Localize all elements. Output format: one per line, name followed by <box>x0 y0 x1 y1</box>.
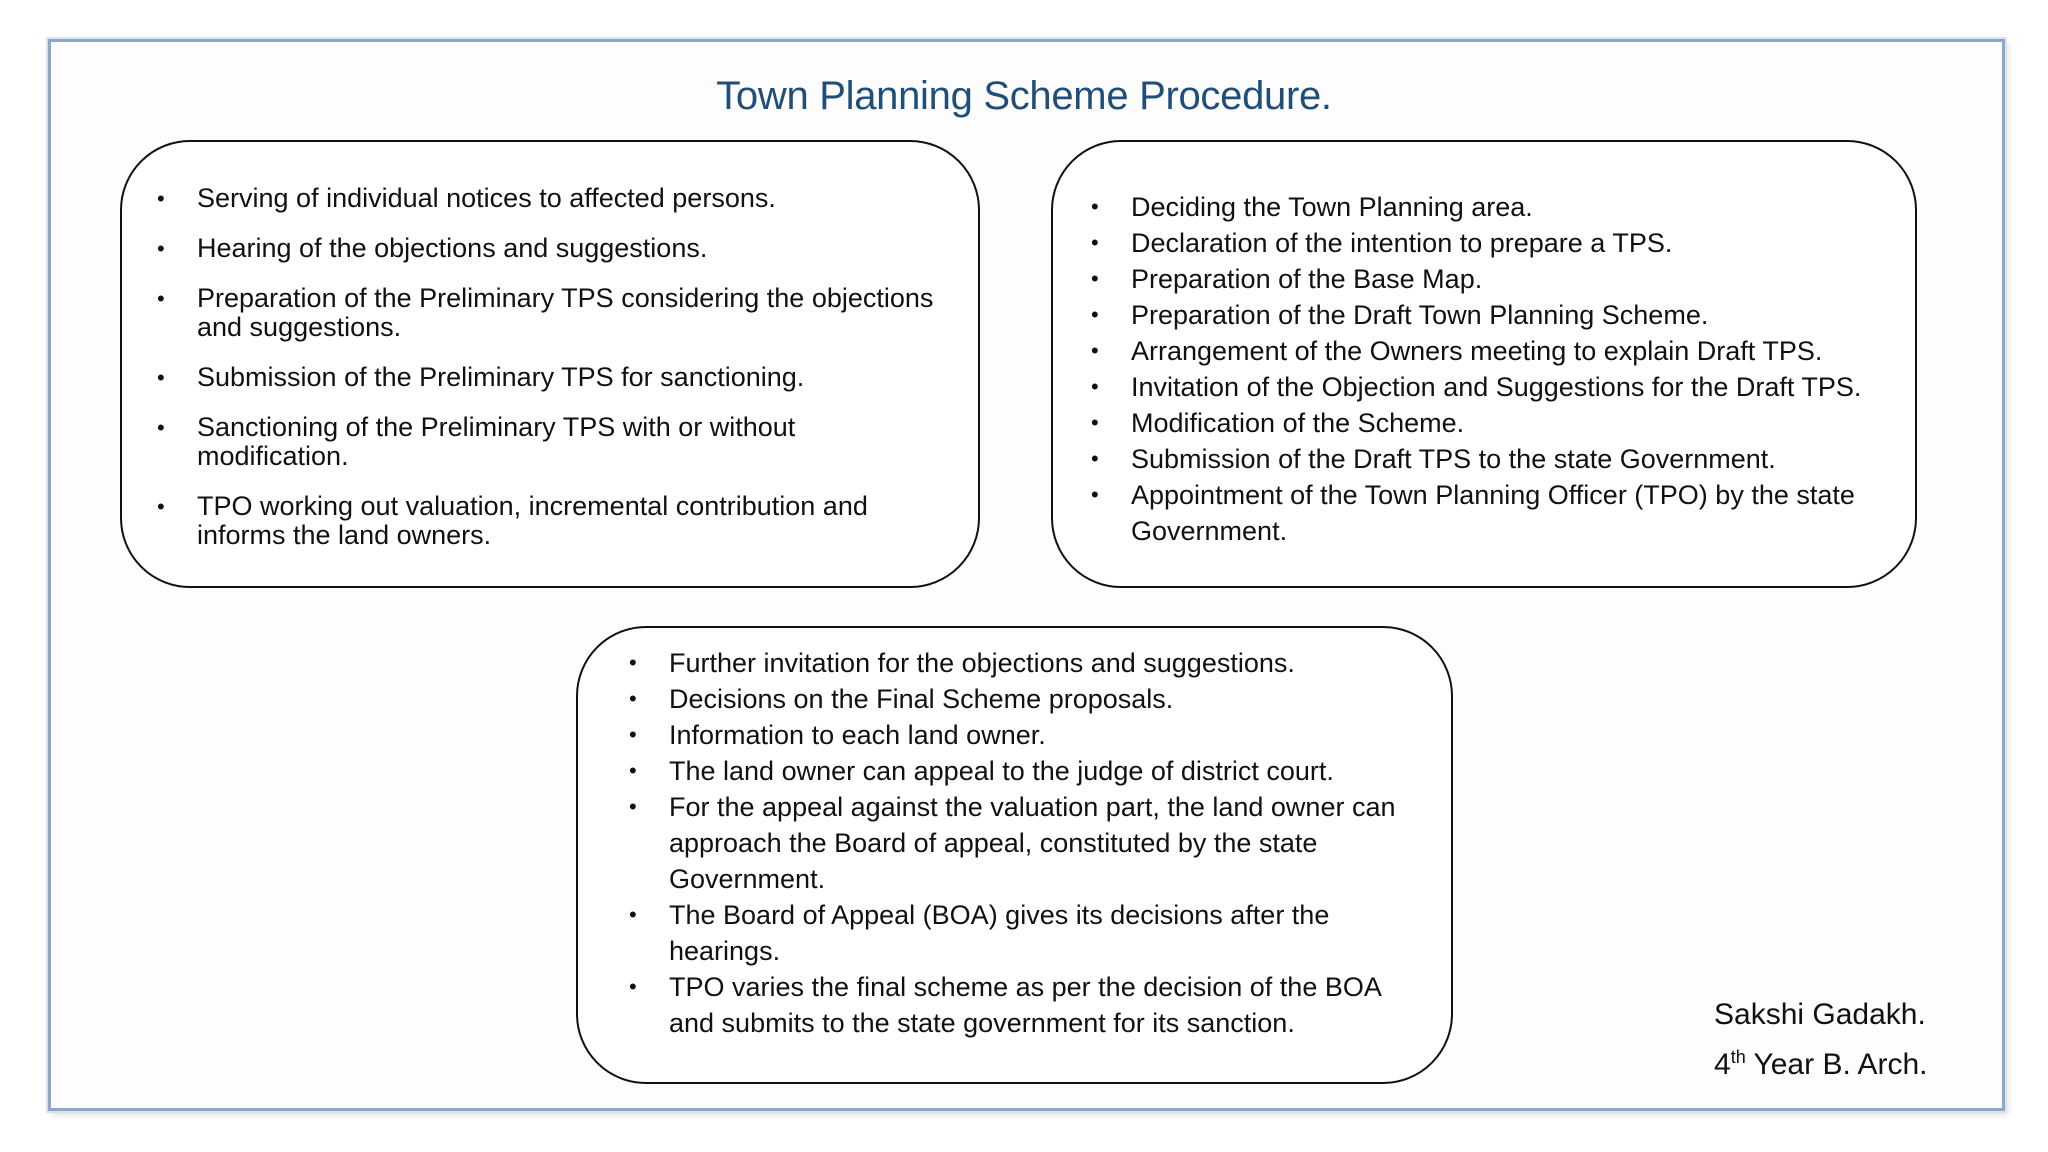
list-item: • TPO working out valuation, incremental contribution and informs the land owners. <box>197 492 948 550</box>
list-item: • Preparation of the Base Map. <box>1131 261 1885 297</box>
list-item: • Submission of the Draft TPS to the state Government. <box>1131 441 1885 477</box>
list-item: • Declaration of the intention to prepare a TPS. <box>1131 225 1885 261</box>
list-item: • The land owner can appeal to the judge of district court. <box>669 753 1421 789</box>
slide-title: Town Planning Scheme Procedure. <box>716 74 1332 118</box>
list-item: • Decisions on the Final Scheme proposals. <box>669 681 1421 717</box>
procedure-box-bottom <box>576 626 1453 1084</box>
author-credit <box>1714 994 1928 1086</box>
list-item: • Hearing of the objections and suggestions. <box>197 234 948 263</box>
procedure-box-right <box>1051 140 1917 588</box>
author-name: Sakshi Gadakh. <box>1714 998 1926 1031</box>
list-item: • Appointment of the Town Planning Officer (TPO) by the state Government. <box>1131 477 1885 549</box>
list-item: • Preparation of the Draft Town Planning Scheme. <box>1131 297 1885 333</box>
list-item: • The Board of Appeal (BOA) gives its decisions after the hearings. <box>669 897 1421 969</box>
list-item: • Preparation of the Preliminary TPS considering the objections and suggestions. <box>197 284 948 342</box>
author-year <box>1714 1036 1928 1086</box>
list-item: • Serving of individual notices to affected persons. <box>197 184 948 213</box>
list-item: • Invitation of the Objection and Suggestions for the Draft TPS. <box>1131 369 1885 405</box>
year-rest: Year B. Arch. <box>1745 1048 1928 1081</box>
list-item: • Deciding the Town Planning area. <box>1131 189 1885 225</box>
list-item: • TPO varies the final scheme as per the decision of the BOA and submits to the state government for its sanction. <box>669 969 1421 1041</box>
list-item: • Submission of the Preliminary TPS for sanctioning. <box>197 363 948 392</box>
procedure-list-left <box>197 184 948 571</box>
list-item: • Information to each land owner. <box>669 717 1421 753</box>
list-item: • For the appeal against the valuation part, the land owner can approach the Board of appeal, constituted by the state Government. <box>669 789 1421 897</box>
procedure-list-right <box>1131 189 1885 549</box>
procedure-list-bottom <box>669 645 1421 1041</box>
list-item: • Arrangement of the Owners meeting to explain Draft TPS. <box>1131 333 1885 369</box>
procedure-box-left <box>120 140 980 588</box>
list-item: • Modification of the Scheme. <box>1131 405 1885 441</box>
year-suffix: th <box>1730 1047 1746 1067</box>
year-number: 4 <box>1714 1048 1731 1081</box>
list-item: • Sanctioning of the Preliminary TPS with or without modification. <box>197 413 948 471</box>
list-item: • Further invitation for the objections and suggestions. <box>669 645 1421 681</box>
